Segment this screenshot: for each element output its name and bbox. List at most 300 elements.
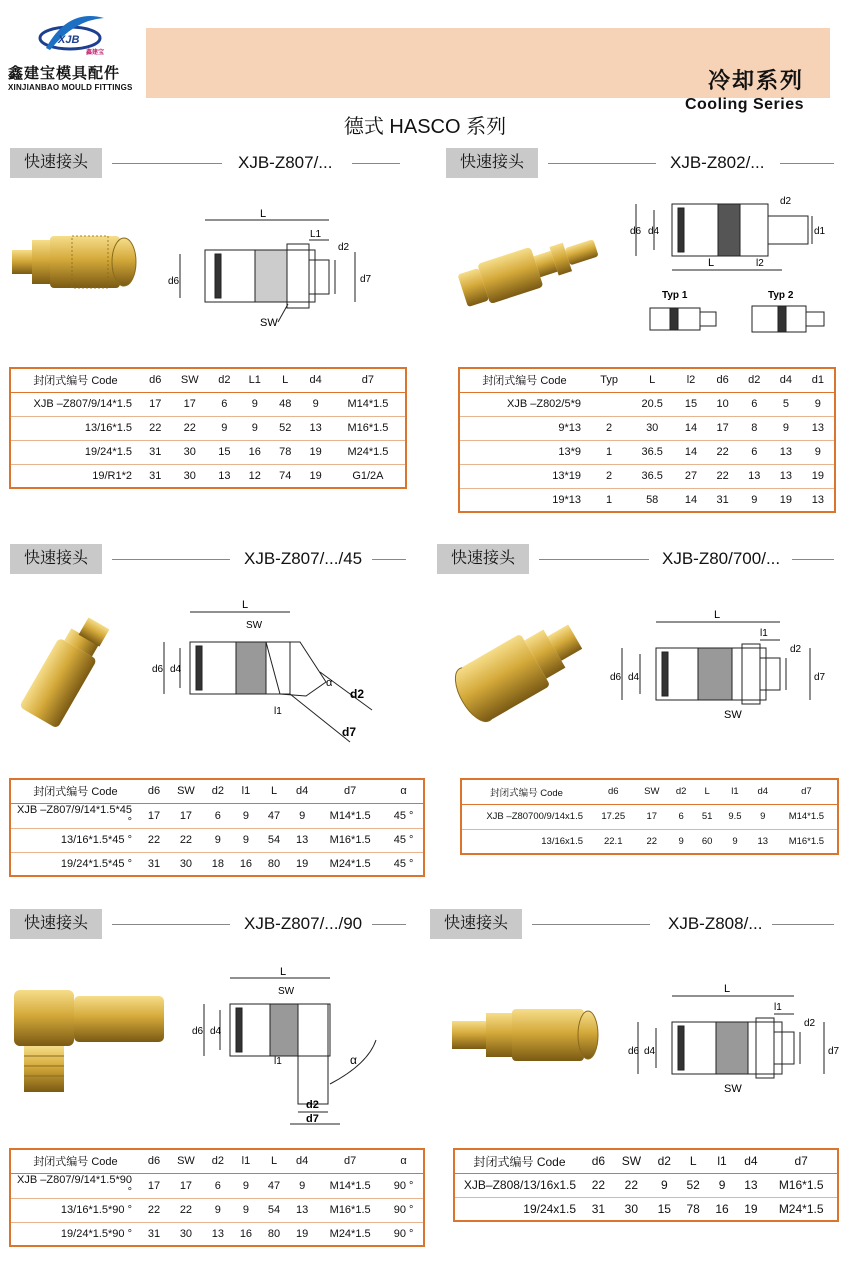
divider	[372, 559, 406, 560]
table-cell: 19	[300, 440, 330, 464]
dim-label: d7	[814, 672, 826, 683]
table-cell: 13	[770, 464, 802, 488]
table-cell: 30	[168, 852, 204, 876]
table-header-row	[10, 779, 424, 803]
table-cell: 14	[675, 440, 707, 464]
dim-label: d7	[828, 1046, 840, 1057]
section-tag: 快速接头	[10, 148, 102, 178]
column-header: L	[629, 368, 675, 392]
table-cell: 6	[204, 803, 232, 828]
divider	[772, 924, 834, 925]
table-header-row	[10, 1149, 424, 1173]
table-cell: 9	[232, 828, 260, 852]
divider	[548, 163, 656, 164]
section-code: XJB-Z807/...	[238, 153, 333, 172]
dim-label: l2	[756, 258, 764, 269]
dim-label: L	[260, 208, 267, 220]
dim-label: d6	[168, 276, 180, 287]
table-cell: 2	[589, 416, 629, 440]
dim-label: d4	[210, 1026, 222, 1037]
column-header: d4	[736, 1149, 765, 1173]
table-cell: M14*1.5	[316, 1173, 384, 1198]
dim-label: L	[708, 257, 715, 269]
table-cell: 31	[584, 1197, 613, 1221]
section-tag: 快速接头	[437, 544, 529, 574]
dim-label: d4	[648, 226, 660, 237]
table-cell: 31	[140, 852, 168, 876]
table-row	[10, 464, 406, 488]
divider	[532, 924, 650, 925]
dim-label: d4	[170, 664, 182, 675]
dim-label: SW	[724, 1083, 742, 1095]
table-cell: 13	[209, 464, 239, 488]
table-cell: 30	[170, 464, 209, 488]
column-header: d4	[770, 368, 802, 392]
series-title-en: Cooling Series	[684, 96, 804, 113]
column-header: d7	[331, 368, 406, 392]
brand-name-cn: 鑫建宝模具配件	[8, 65, 121, 82]
dim-label: l1	[760, 628, 768, 639]
column-header: d7	[316, 779, 384, 803]
table-cell: 9	[232, 1173, 260, 1198]
table-cell: 30	[629, 416, 675, 440]
table-cell: 80	[260, 852, 288, 876]
table-cell: 1	[589, 440, 629, 464]
table-cell: 58	[629, 488, 675, 512]
table-cell: 13*9	[459, 440, 589, 464]
product-photo	[12, 982, 167, 1097]
table-cell: 9	[240, 392, 270, 416]
table-cell: XJB –Z807/9/14*1.5*45 °	[10, 803, 140, 828]
table-cell: 2	[589, 464, 629, 488]
table-cell: 16	[232, 852, 260, 876]
table-cell: 52	[679, 1173, 708, 1197]
technical-drawing	[190, 964, 390, 1134]
table-cell: 17	[140, 803, 168, 828]
divider	[112, 163, 222, 164]
table-cell: M24*1.5	[765, 1197, 838, 1221]
column-header: d6	[140, 368, 170, 392]
table-cell: 19/24x1.5	[454, 1197, 584, 1221]
column-header: α	[384, 779, 424, 803]
dim-label: L1	[310, 229, 322, 240]
dim-label: l1	[274, 706, 282, 717]
technical-drawing	[622, 190, 832, 340]
table-cell: 54	[260, 1198, 288, 1222]
table-cell: 6	[204, 1173, 232, 1198]
column-header: d2	[204, 779, 232, 803]
table-cell: 9	[300, 392, 330, 416]
table-cell: 51	[694, 804, 720, 829]
table-cell: 9	[209, 416, 239, 440]
table-row	[10, 803, 424, 828]
column-header: d4	[750, 779, 776, 804]
column-header: L	[694, 779, 720, 804]
table-cell: 45 °	[384, 803, 424, 828]
table-cell: 22	[707, 440, 739, 464]
column-header: d6	[707, 368, 739, 392]
table-cell	[589, 392, 629, 416]
table-cell: 5	[770, 392, 802, 416]
dim-label: l1	[774, 1002, 782, 1013]
column-header: d4	[300, 368, 330, 392]
table-cell: 19/24*1.5	[10, 440, 140, 464]
table-cell: 13	[750, 829, 776, 854]
table-cell: 31	[140, 1222, 168, 1246]
column-header: d4	[288, 1149, 316, 1173]
table-cell: 14	[675, 488, 707, 512]
table-cell: 22	[168, 828, 204, 852]
column-header: d6	[140, 1149, 168, 1173]
dim-label: d1	[814, 226, 826, 237]
section-tag: 快速接头	[10, 544, 102, 574]
dim-label: d2	[306, 1099, 319, 1111]
section-tag: 快速接头	[446, 148, 538, 178]
divider	[372, 924, 406, 925]
table-cell: 9	[650, 1173, 679, 1197]
dim-label: d2	[804, 1018, 816, 1029]
table-cell: 19/R1*2	[10, 464, 140, 488]
table-cell: 13	[204, 1222, 232, 1246]
table-cell: 6	[209, 392, 239, 416]
column-header: l2	[675, 368, 707, 392]
table-cell: 17	[140, 1173, 168, 1198]
table-cell: 13/16*1.5*90 °	[10, 1198, 140, 1222]
table-cell: M24*1.5	[316, 1222, 384, 1246]
table-row	[10, 1198, 424, 1222]
table-cell: 90 °	[384, 1173, 424, 1198]
table-cell: 22	[635, 829, 668, 854]
table-cell: M16*1.5	[765, 1173, 838, 1197]
table-cell: 6	[738, 440, 770, 464]
table-row	[10, 1173, 424, 1198]
table-cell: 15	[209, 440, 239, 464]
type-label: Typ 1	[662, 290, 688, 301]
dim-label: L	[242, 599, 249, 611]
dim-label: SW	[278, 986, 295, 997]
table-cell: 47	[260, 1173, 288, 1198]
table-cell: 54	[260, 828, 288, 852]
table-cell: 9	[802, 440, 835, 464]
logo-mark-cn: 鑫建宝	[86, 50, 105, 56]
table-cell: 13	[770, 440, 802, 464]
table-cell: 9	[668, 829, 694, 854]
product-photo	[4, 600, 124, 750]
product-photo	[455, 228, 605, 308]
dim-label: SW	[724, 709, 742, 721]
table-header-row	[10, 368, 406, 392]
section-code: XJB-Z80/700/...	[662, 549, 781, 568]
column-header: SW	[635, 779, 668, 804]
column-header: d7	[316, 1149, 384, 1173]
table-cell: 9	[288, 1173, 316, 1198]
column-header: d6	[584, 1149, 613, 1173]
product-photo	[452, 1005, 602, 1065]
dim-label: SW	[246, 620, 263, 631]
table-cell: 17	[170, 392, 209, 416]
table-row	[459, 392, 835, 416]
table-row	[10, 1222, 424, 1246]
table-cell: 9	[232, 803, 260, 828]
dim-label: l1	[274, 1056, 282, 1067]
section-code: XJB-Z807/.../45	[244, 549, 363, 568]
column-header: 封闭式编号 Code	[454, 1149, 584, 1173]
table-cell: 17	[707, 416, 739, 440]
table-cell: 36.5	[629, 440, 675, 464]
column-header: SW	[168, 779, 204, 803]
table-cell: M14*1.5	[331, 392, 406, 416]
dim-label: d6	[630, 226, 642, 237]
table-cell: 30	[613, 1197, 650, 1221]
table-cell: 30	[170, 440, 209, 464]
dim-label: L	[714, 609, 721, 621]
table-cell: 74	[270, 464, 300, 488]
table-cell: M16*1.5	[776, 829, 838, 854]
table-cell: 9	[240, 416, 270, 440]
table-cell: 19	[288, 852, 316, 876]
table-cell: 45 °	[384, 852, 424, 876]
column-header: l1	[232, 779, 260, 803]
table-header-row	[454, 1149, 838, 1173]
table-cell: 9	[750, 804, 776, 829]
table-row	[10, 416, 406, 440]
table-cell: 48	[270, 392, 300, 416]
column-header: 封闭式编号 Code	[459, 368, 589, 392]
dim-label: α	[350, 1053, 357, 1067]
table-cell: 9	[204, 828, 232, 852]
table-row	[459, 464, 835, 488]
table-cell: 16	[240, 440, 270, 464]
column-header: L	[679, 1149, 708, 1173]
header-bar	[146, 28, 830, 113]
dim-label: d2	[350, 687, 365, 701]
column-header: 封闭式编号 Code	[10, 1149, 140, 1173]
technical-drawing	[160, 202, 380, 332]
section-code: XJB-Z802/...	[670, 153, 765, 172]
table-cell: 17	[168, 1173, 204, 1198]
table-cell: 17.25	[591, 804, 635, 829]
column-header: d4	[288, 779, 316, 803]
dim-label: d6	[628, 1046, 640, 1057]
table-cell: XJB–Z808/13/16x1.5	[454, 1173, 584, 1197]
table-cell: 16	[232, 1222, 260, 1246]
column-header: L	[270, 368, 300, 392]
dim-label: L	[280, 966, 287, 978]
divider	[112, 924, 230, 925]
spec-table	[458, 367, 836, 513]
table-cell: 19	[300, 464, 330, 488]
column-header: 封闭式编号 Code	[461, 779, 591, 804]
table-row	[459, 416, 835, 440]
brand-name-en: XINJIANBAO MOULD FITTINGS	[8, 83, 133, 92]
divider	[792, 559, 834, 560]
table-cell: XJB –Z807/9/14*1.5*90 °	[10, 1173, 140, 1198]
technical-drawing	[150, 592, 380, 752]
table-cell: G1/2A	[331, 464, 406, 488]
column-header: α	[384, 1149, 424, 1173]
column-header: l1	[232, 1149, 260, 1173]
table-cell: 13	[802, 488, 835, 512]
table-cell: 12	[240, 464, 270, 488]
dim-label: d4	[628, 672, 640, 683]
dim-label: d7	[360, 274, 372, 285]
dim-label: d7	[342, 725, 357, 739]
table-cell: 31	[140, 464, 170, 488]
table-cell: 27	[675, 464, 707, 488]
table-row	[461, 829, 838, 854]
column-header: d2	[668, 779, 694, 804]
table-cell: 22	[707, 464, 739, 488]
column-header: l1	[720, 779, 750, 804]
brand-logo	[8, 10, 138, 98]
table-row	[461, 804, 838, 829]
table-cell: 22	[584, 1173, 613, 1197]
table-cell: 13	[738, 464, 770, 488]
table-cell: 17	[168, 803, 204, 828]
table-cell: 22	[170, 416, 209, 440]
table-cell: 60	[694, 829, 720, 854]
table-cell: 15	[675, 392, 707, 416]
table-cell: 18	[204, 852, 232, 876]
dim-label: α	[326, 677, 333, 689]
table-cell: XJB –Z807/9/14*1.5	[10, 392, 140, 416]
spec-table	[453, 1148, 839, 1222]
table-cell: 22	[140, 1198, 168, 1222]
table-cell: 13	[288, 1198, 316, 1222]
table-cell: XJB –Z80700/9/14x1.5	[461, 804, 591, 829]
dim-label: d6	[192, 1026, 204, 1037]
table-cell: 13/16x1.5	[461, 829, 591, 854]
table-cell: 9	[720, 829, 750, 854]
technical-drawing	[606, 600, 832, 730]
dim-label: d6	[610, 672, 622, 683]
column-header: d2	[650, 1149, 679, 1173]
table-cell: 78	[270, 440, 300, 464]
spec-table	[460, 778, 839, 855]
column-header: SW	[170, 368, 209, 392]
column-header: L1	[240, 368, 270, 392]
logo-swoosh-icon	[28, 12, 112, 58]
column-header: Typ	[589, 368, 629, 392]
table-cell: 16	[708, 1197, 737, 1221]
table-cell: 13	[300, 416, 330, 440]
table-cell: M24*1.5	[331, 440, 406, 464]
table-cell: 22	[613, 1173, 650, 1197]
table-cell: 13*19	[459, 464, 589, 488]
table-cell: 13	[288, 828, 316, 852]
table-cell: 19	[288, 1222, 316, 1246]
table-cell: 9	[232, 1198, 260, 1222]
table-cell: 22	[140, 828, 168, 852]
divider	[780, 163, 834, 164]
table-cell: 90 °	[384, 1198, 424, 1222]
table-cell: 9.5	[720, 804, 750, 829]
table-cell: 9	[770, 416, 802, 440]
table-cell: 17	[635, 804, 668, 829]
table-cell: 9	[708, 1173, 737, 1197]
table-cell: 19	[736, 1197, 765, 1221]
page-subtitle: 德式 HASCO 系列	[343, 116, 507, 138]
series-title-cn: 冷却系列	[707, 68, 804, 93]
column-header: L	[260, 1149, 288, 1173]
table-cell: 14	[675, 416, 707, 440]
table-cell: 19/24*1.5*90 °	[10, 1222, 140, 1246]
table-cell: M24*1.5	[316, 852, 384, 876]
table-cell: 6	[668, 804, 694, 829]
table-row	[10, 852, 424, 876]
table-cell: 13	[802, 416, 835, 440]
dim-label: d6	[152, 664, 164, 675]
column-header: d7	[776, 779, 838, 804]
product-photo	[440, 600, 600, 730]
table-header-row	[461, 779, 838, 804]
table-cell: 19	[770, 488, 802, 512]
table-cell: XJB –Z802/5*9	[459, 392, 589, 416]
type-label: Typ 2	[768, 290, 794, 301]
dim-label: L	[724, 983, 731, 995]
dim-label: d2	[338, 242, 350, 253]
dim-label: d2	[790, 644, 802, 655]
table-cell: 22	[168, 1198, 204, 1222]
spec-table	[9, 1148, 425, 1247]
table-cell: 1	[589, 488, 629, 512]
column-header: l1	[708, 1149, 737, 1173]
logo-mark: XJB	[58, 34, 80, 46]
column-header: L	[260, 779, 288, 803]
table-cell: 9	[738, 488, 770, 512]
technical-drawing	[628, 978, 838, 1098]
table-cell: 9	[802, 392, 835, 416]
divider	[112, 559, 230, 560]
table-cell: 9	[204, 1198, 232, 1222]
column-header: d2	[738, 368, 770, 392]
table-cell: 30	[168, 1222, 204, 1246]
table-cell: 17	[140, 392, 170, 416]
table-cell: 22	[140, 416, 170, 440]
table-cell: 19*13	[459, 488, 589, 512]
table-cell: 13/16*1.5	[10, 416, 140, 440]
table-cell: 8	[738, 416, 770, 440]
table-cell: 13	[736, 1173, 765, 1197]
column-header: d1	[802, 368, 835, 392]
divider	[352, 163, 400, 164]
column-header: 封闭式编号 Code	[10, 779, 140, 803]
table-cell: 22.1	[591, 829, 635, 854]
table-header-row	[459, 368, 835, 392]
table-cell: 9	[288, 803, 316, 828]
column-header: d6	[591, 779, 635, 804]
table-row	[10, 440, 406, 464]
table-cell: 31	[707, 488, 739, 512]
table-cell: 31	[140, 440, 170, 464]
table-cell: M16*1.5	[316, 1198, 384, 1222]
dim-label: d2	[780, 196, 792, 207]
table-cell: M14*1.5	[316, 803, 384, 828]
table-cell: 52	[270, 416, 300, 440]
table-cell: 45 °	[384, 828, 424, 852]
table-cell: 19	[802, 464, 835, 488]
table-cell: 15	[650, 1197, 679, 1221]
table-cell: 36.5	[629, 464, 675, 488]
section-tag: 快速接头	[430, 909, 522, 939]
table-cell: M16*1.5	[331, 416, 406, 440]
table-row	[10, 828, 424, 852]
table-cell: 47	[260, 803, 288, 828]
table-cell: 20.5	[629, 392, 675, 416]
table-cell: M16*1.5	[316, 828, 384, 852]
table-cell: M14*1.5	[776, 804, 838, 829]
table-cell: 80	[260, 1222, 288, 1246]
